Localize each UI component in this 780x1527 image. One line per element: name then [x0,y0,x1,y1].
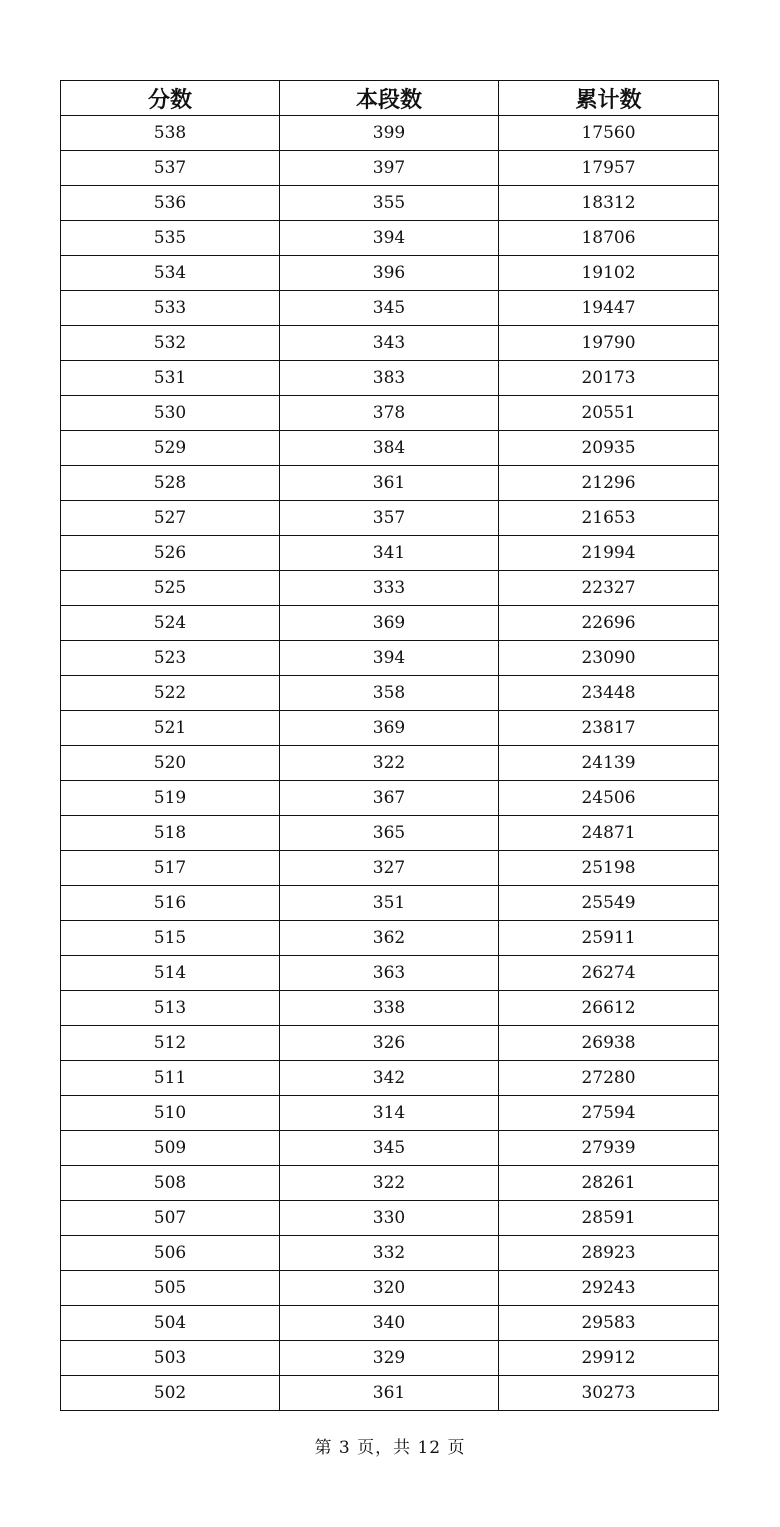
cell-cumulative-count: 26938 [499,1026,719,1061]
cell-segment-count: 320 [280,1271,499,1306]
cell-cumulative-count: 19447 [499,291,719,326]
cell-segment-count: 342 [280,1061,499,1096]
table-row [61,1166,719,1201]
table-row [61,606,719,641]
cell-score: 507 [61,1201,280,1236]
table-row [61,291,719,326]
cell-segment-count: 341 [280,536,499,571]
cell-segment-count: 343 [280,326,499,361]
cell-score: 512 [61,1026,280,1061]
cell-score: 536 [61,186,280,221]
cell-score: 508 [61,1166,280,1201]
cell-score: 509 [61,1131,280,1166]
table-row [61,746,719,781]
cell-score: 521 [61,711,280,746]
cell-cumulative-count: 29583 [499,1306,719,1341]
cell-score: 505 [61,1271,280,1306]
table-row [61,991,719,1026]
cell-score: 523 [61,641,280,676]
table-row [61,641,719,676]
cell-cumulative-count: 18312 [499,186,719,221]
cell-cumulative-count: 17560 [499,116,719,151]
cell-cumulative-count: 23090 [499,641,719,676]
cell-score: 537 [61,151,280,186]
table-row [61,711,719,746]
table-header-row [61,81,719,116]
cell-cumulative-count: 24506 [499,781,719,816]
cell-segment-count: 394 [280,641,499,676]
table-row [61,1341,719,1376]
table-row [61,466,719,501]
cell-score: 533 [61,291,280,326]
score-distribution-table [60,80,719,1411]
cell-segment-count: 361 [280,1376,499,1411]
cell-segment-count: 399 [280,116,499,151]
cell-cumulative-count: 20173 [499,361,719,396]
cell-cumulative-count: 23448 [499,676,719,711]
cell-segment-count: 329 [280,1341,499,1376]
table-row [61,1131,719,1166]
cell-score: 535 [61,221,280,256]
cell-cumulative-count: 25911 [499,921,719,956]
table-row [61,1096,719,1131]
column-header-score: 分数 [61,81,280,116]
cell-cumulative-count: 28591 [499,1201,719,1236]
cell-segment-count: 322 [280,746,499,781]
cell-score: 502 [61,1376,280,1411]
table-row [61,571,719,606]
column-header-cumulative-count: 累计数 [499,81,719,116]
cell-score: 522 [61,676,280,711]
page-number-footer: 第 3 页，共 12 页 [314,1438,466,1458]
cell-segment-count: 327 [280,851,499,886]
table-row [61,1306,719,1341]
cell-score: 516 [61,886,280,921]
cell-cumulative-count: 18706 [499,221,719,256]
cell-cumulative-count: 30273 [499,1376,719,1411]
table-row [61,816,719,851]
table-row [61,116,719,151]
table-row [61,151,719,186]
cell-score: 527 [61,501,280,536]
table-row [61,781,719,816]
cell-score: 510 [61,1096,280,1131]
cell-segment-count: 326 [280,1026,499,1061]
cell-score: 524 [61,606,280,641]
cell-cumulative-count: 29912 [499,1341,719,1376]
cell-score: 511 [61,1061,280,1096]
cell-score: 506 [61,1236,280,1271]
cell-cumulative-count: 22696 [499,606,719,641]
cell-score: 525 [61,571,280,606]
cell-segment-count: 362 [280,921,499,956]
cell-cumulative-count: 21296 [499,466,719,501]
cell-score: 529 [61,431,280,466]
table-body [61,116,719,1411]
cell-segment-count: 355 [280,186,499,221]
cell-cumulative-count: 28261 [499,1166,719,1201]
cell-score: 513 [61,991,280,1026]
cell-cumulative-count: 26274 [499,956,719,991]
cell-segment-count: 384 [280,431,499,466]
cell-segment-count: 340 [280,1306,499,1341]
cell-cumulative-count: 23817 [499,711,719,746]
cell-score: 519 [61,781,280,816]
table-row [61,221,719,256]
cell-segment-count: 396 [280,256,499,291]
cell-segment-count: 365 [280,816,499,851]
cell-cumulative-count: 20551 [499,396,719,431]
table-row [61,676,719,711]
cell-score: 532 [61,326,280,361]
cell-segment-count: 358 [280,676,499,711]
table-row [61,886,719,921]
cell-score: 530 [61,396,280,431]
cell-segment-count: 345 [280,1131,499,1166]
table-row [61,501,719,536]
table-row [61,851,719,886]
cell-segment-count: 369 [280,711,499,746]
table-row [61,1026,719,1061]
cell-cumulative-count: 19102 [499,256,719,291]
table-row [61,1236,719,1271]
cell-cumulative-count: 17957 [499,151,719,186]
cell-cumulative-count: 19790 [499,326,719,361]
table-row [61,956,719,991]
table-row [61,921,719,956]
cell-segment-count: 378 [280,396,499,431]
cell-score: 528 [61,466,280,501]
table-row [61,1061,719,1096]
cell-cumulative-count: 25198 [499,851,719,886]
cell-cumulative-count: 27939 [499,1131,719,1166]
cell-cumulative-count: 21994 [499,536,719,571]
cell-segment-count: 330 [280,1201,499,1236]
cell-segment-count: 345 [280,291,499,326]
cell-segment-count: 394 [280,221,499,256]
cell-score: 538 [61,116,280,151]
cell-cumulative-count: 27280 [499,1061,719,1096]
cell-segment-count: 361 [280,466,499,501]
table-row [61,396,719,431]
cell-cumulative-count: 20935 [499,431,719,466]
cell-segment-count: 314 [280,1096,499,1131]
cell-score: 515 [61,921,280,956]
cell-cumulative-count: 25549 [499,886,719,921]
cell-segment-count: 383 [280,361,499,396]
cell-segment-count: 357 [280,501,499,536]
cell-score: 517 [61,851,280,886]
cell-score: 526 [61,536,280,571]
cell-cumulative-count: 24871 [499,816,719,851]
cell-segment-count: 333 [280,571,499,606]
cell-segment-count: 332 [280,1236,499,1271]
cell-segment-count: 322 [280,1166,499,1201]
cell-cumulative-count: 26612 [499,991,719,1026]
table-row [61,186,719,221]
table-row [61,1376,719,1411]
cell-score: 504 [61,1306,280,1341]
column-header-segment-count: 本段数 [280,81,499,116]
cell-score: 518 [61,816,280,851]
table-row [61,1201,719,1236]
cell-cumulative-count: 29243 [499,1271,719,1306]
cell-segment-count: 367 [280,781,499,816]
cell-score: 503 [61,1341,280,1376]
cell-segment-count: 397 [280,151,499,186]
table-row [61,536,719,571]
table-row [61,326,719,361]
table-row [61,256,719,291]
cell-cumulative-count: 28923 [499,1236,719,1271]
cell-cumulative-count: 21653 [499,501,719,536]
table-row [61,1271,719,1306]
cell-score: 520 [61,746,280,781]
table-row [61,431,719,466]
cell-cumulative-count: 22327 [499,571,719,606]
cell-cumulative-count: 27594 [499,1096,719,1131]
cell-score: 531 [61,361,280,396]
cell-segment-count: 363 [280,956,499,991]
table-row [61,361,719,396]
cell-score: 514 [61,956,280,991]
cell-segment-count: 338 [280,991,499,1026]
cell-segment-count: 369 [280,606,499,641]
cell-segment-count: 351 [280,886,499,921]
cell-score: 534 [61,256,280,291]
cell-cumulative-count: 24139 [499,746,719,781]
